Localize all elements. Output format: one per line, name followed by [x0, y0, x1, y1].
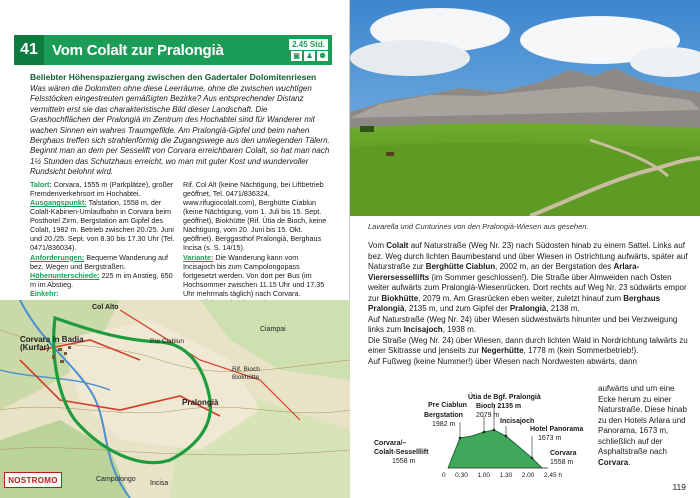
route-paragraph-1 [368, 241, 690, 315]
route-paragraph-2 [368, 315, 690, 336]
variante-label: Variante: [183, 252, 214, 262]
map-label-corvara: Corvara in Badia (Kurfar) [20, 335, 84, 352]
profile-label-lift-alt: 1558 m [392, 458, 416, 465]
landscape-photo [350, 0, 700, 216]
route-text: Auf Fußweg (keine Nummer!) über Wiesen nach Nordwesten abwärts, dann [368, 357, 638, 367]
duration-badge: 2.45 Std. [289, 39, 328, 50]
route-text: , 1778 m (kein Sommerbetrieb!). [523, 346, 639, 356]
route-paragraph-4 [368, 357, 690, 368]
map-graphic [0, 300, 350, 498]
route-text: auf Naturstraße (Weg Nr. 23) nach Südosten hinab zu einem Sattel. Links auf bez. Weg durch lichten Baumbestand und über Wiesen in Ostrichtung aufwärts, später auf Naturstraße zur [368, 241, 688, 272]
hiker-icon: ♟ [304, 51, 315, 61]
profile-label-bioch: Ütia de Bgf. Pralongià [468, 394, 541, 401]
anford-text: Bequeme Wanderung auf bez. Wegen und Bergstraßen. [30, 252, 168, 271]
profile-tick: 0 [442, 472, 446, 479]
profile-label-corvara: Corvara [550, 450, 577, 457]
anford-label: Anforderungen: [30, 252, 85, 262]
profile-tick: 2.45 h [543, 472, 562, 479]
route-place: Berghütte Ciablun [425, 262, 496, 272]
info-column-left [30, 180, 175, 298]
route-place: Pralongià [509, 304, 547, 314]
family-icon: ⚉ [317, 51, 328, 61]
route-text: , 1938 m. [442, 325, 477, 335]
tour-badges [289, 39, 328, 61]
route-place: Incisajoch [403, 325, 443, 335]
route-paragraph-3 [368, 336, 690, 357]
hoehen-label: Höhenunterschiede: [30, 270, 100, 280]
profile-tick: 1.00 [477, 472, 490, 479]
route-place: Negerhütte [481, 346, 524, 356]
photo-graphic [350, 0, 700, 216]
variante-text: Die Wanderung kann vom Incisajoch bis zum Campolongopass fortgesetzt werden. Von dort per Bus (im Hochsommer zwischen 11.15 Uhr und 17.35 Uhr mehrmals täglich) nach Corvara. [183, 252, 325, 298]
route-text: , 2079 m. Am Grasrücken eben weiter, zuletzt hinauf zum [418, 293, 624, 303]
profile-label-colalt-lift: Colalt-Sesselllift [374, 449, 429, 456]
einkehr-label: Einkehr: [30, 288, 59, 298]
route-map [0, 300, 350, 498]
profile-label-bioch2: Bioch 2135 m [476, 403, 522, 410]
tour-title-bar [14, 35, 332, 65]
route-text: (im Sommer geschlossen!). Die Straße über Almweiden nach Osten weiter aufwärts zum Pralongià-Wiesenrücken. Dort rechts auf Weg Nr. 23 südwärts empor zur [368, 272, 687, 303]
hoehen-text: 225 m im Anstieg, 650 m im Abstieg. [30, 270, 173, 289]
route-text: Auf Naturstraße (Weg Nr. 24) über Wiesen südwestwärts hinunter und bei Verzweigung links zum [368, 314, 678, 335]
tour-title: Vom Colalt zur Pralongià [52, 41, 224, 59]
ausgang-text: Talstation, 1558 m, der Colalt-Kabinen-Umlaufbahn in Corvara beim Posthotel Zirm. Bergstation am Gipfel des Colalt, 1982 m. Betrieb zwischen 20./25. Juni und 20./25. Sept. von 8.30 bis 17.30 Uhr (Tel. 0471/836034). [30, 198, 175, 253]
profile-label-hotel-alt: 1673 m [538, 435, 562, 442]
page-number: 119 [672, 482, 686, 492]
route-place: Arlara-Vierersessellifts [368, 262, 640, 282]
route-place: Berghaus Pralongià [368, 293, 661, 314]
profile-label-corvara-alt: 1558 m [550, 459, 574, 466]
route-text: Die Straße (Weg Nr. 24) über Wiesen, dann durch lichten Wald in Nordrichtung talwärts zu einer Skitrasse und jenseits zur [368, 335, 688, 356]
map-label-col-alto: Col Alto [92, 304, 119, 311]
route-place: Biokhütte [381, 293, 419, 303]
bus-icon: ▣ [291, 51, 302, 61]
map-label-pre-ciablun: Pre Ciablun [150, 338, 184, 345]
tour-info-box [30, 180, 330, 300]
map-label-incisa: Incisa [150, 480, 169, 487]
map-label-campolongo: Campolongo [96, 476, 136, 483]
profile-label-bergstation-alt: 1982 m [432, 421, 456, 428]
profile-tick: 1.30 [499, 472, 513, 479]
photo-caption: Lavarella und Cunturines von den Pralongià-Wiesen aus gesehen. [368, 222, 589, 231]
route-text: , 2135 m, und zum Gipfel der [404, 304, 510, 314]
elevation-profile [372, 392, 602, 484]
route-text: . [628, 457, 631, 467]
route-description [368, 241, 690, 368]
profile-tick: 0.30 [455, 472, 468, 479]
right-page [350, 0, 700, 498]
map-label-pralongia: Pralongià [182, 398, 219, 407]
einkehr-text: Rif. Col Alt (keine Nächtigung, bei Liftbetrieb geöffnet, Tel. 0471/836324, www.rifugiocolalt.com), Berghütte Ciablun (keine Nächtigung, vom 1. Juli bis 15. Sept. geöffnet), Biokhütte (Rif. Ütia de Bioch, keine Nächtigung, vom 20. Juni bis 15. Okt. geöffnet). Berggasthof Pralongià, Berghaus Incisa (s. S. 14/15). [183, 180, 327, 253]
route-text: Vom [368, 241, 387, 250]
talort-text: Corvara, 1555 m (Parkplätze), großer Fremdenverkehrsort im Hochabtei. [30, 180, 174, 199]
logo-text: NOSTROMO [8, 475, 58, 485]
profile-tick: 2.00 [521, 472, 535, 479]
profile-label-bergstation: Bergstation [424, 412, 463, 419]
tour-intro: Was wären die Dolomiten ohne diese Leerräume, ohne die zwischen wuchtigen Felsstöcken eingestreuten gemäßigten Bezirke? Aus entsprechender Distanz vermitteln erst sie das charakteristische Bild dieser Landschaft. Die Grashochflächen der Pralongià im Zentrum des Hochabtei sind für Wanderer mit wachen Sinnen ein wahres Traumgefilde. Am Pralongià-Gipfel und beim nahen Berghaus treffen sich strahlenförmig die Zugangswege aus den umliegenden Tälern. Beginnt man an dem per Sesselift von Corvara erreichbaren Colalt, so hat man nach 1½ Stunden das Schutzhaus erreicht, wo man mit guter Kost und wundervoller Rundsicht belohnt wird. [30, 84, 330, 177]
route-text: , 2138 m. [546, 304, 580, 314]
tour-icon-row [291, 51, 328, 61]
profile-label-bioch-alt: 2079 m [476, 412, 500, 419]
route-place: Corvara [598, 457, 629, 467]
map-label-ciampai: Ciampai [260, 326, 286, 333]
tour-number: 41 [14, 35, 44, 65]
tour-subtitle: Beliebter Höhenspaziergang zwischen den Gadertaler Dolomitenriesen [30, 72, 317, 82]
talort-label: Talort: [30, 180, 52, 189]
ausgang-label: Ausgangspunkt: [30, 198, 87, 208]
route-place: Colalt [386, 241, 409, 250]
map-label-biokhuette: Biokhütte [232, 374, 260, 381]
publisher-logo [4, 472, 62, 488]
profile-label-pre-ciablun: Pre Ciablun [428, 402, 467, 409]
profile-label-hotel: Hotel Panorama [530, 426, 584, 433]
profile-label-incisajoch: Incisajoch [500, 418, 535, 425]
profile-time-axis [442, 472, 562, 479]
route-text: , 2002 m, an der Bergstation des [495, 262, 614, 272]
profile-label-corvara-lift: Corvara/– [374, 440, 407, 447]
map-label-rif-bioch: Rif. Bioch [232, 366, 260, 373]
info-column-right [183, 180, 330, 307]
route-text: aufwärts und um eine Ecke herum zu einer Naturstraße. Diese hinab zu den Hotels Arlara und Panorama, 1673 m, schließlich auf der Asphaltstraße nach [598, 384, 687, 457]
route-continuation [598, 384, 690, 468]
